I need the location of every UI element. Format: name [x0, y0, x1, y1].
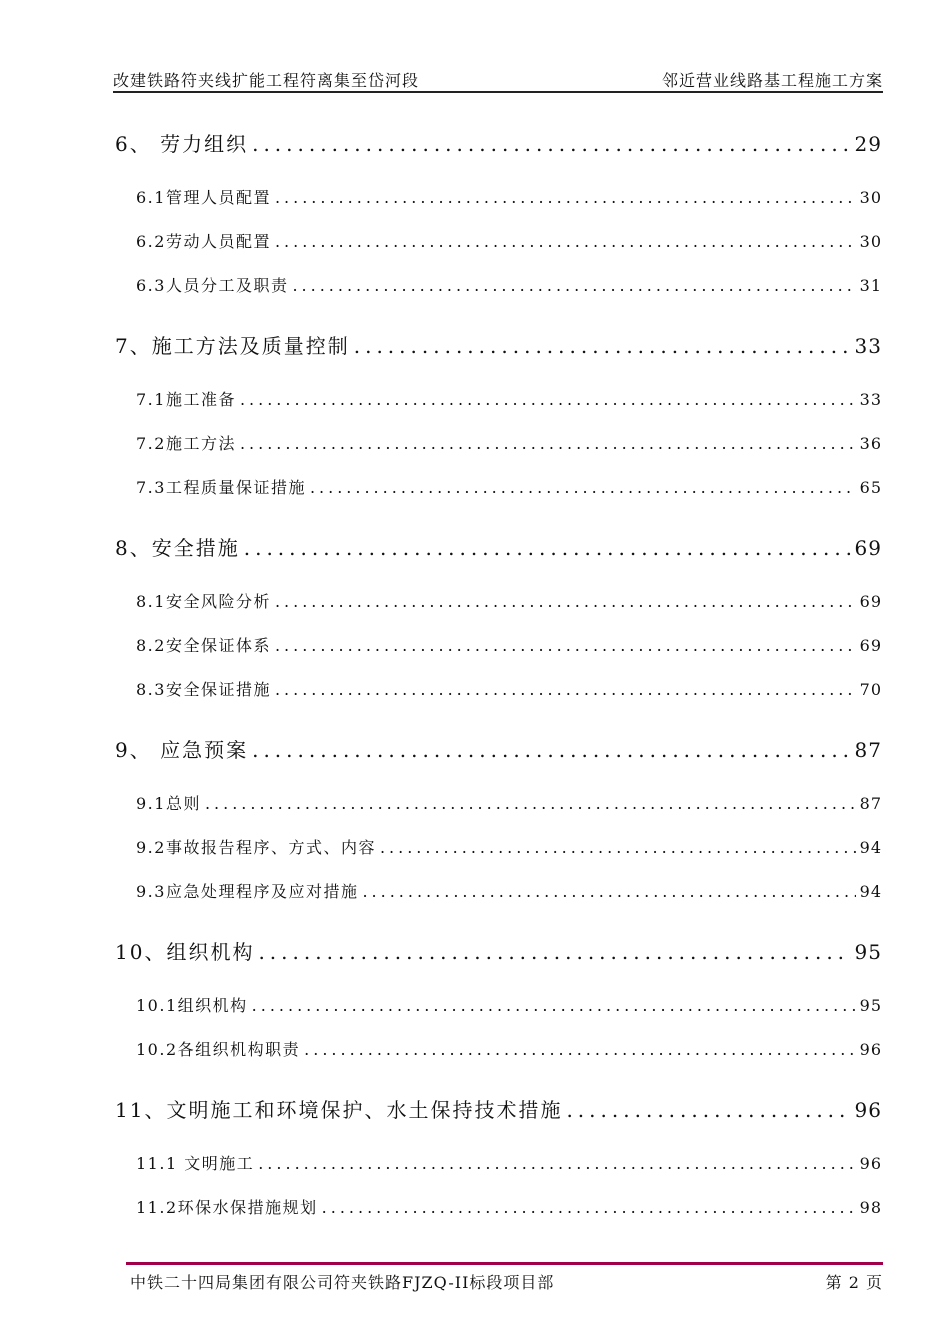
toc-entry-title: 7.2施工方法: [136, 434, 236, 453]
toc-section-entry[interactable]: [136, 185, 882, 208]
footer-organization: 中铁二十四局集团有限公司符夹铁路FJZQ-II标段项目部: [130, 1273, 555, 1292]
toc-section-entry[interactable]: [136, 1037, 882, 1060]
toc-entry-title: 10.2各组织机构职责: [136, 1040, 301, 1059]
toc-dot-leader: [322, 1198, 856, 1217]
toc-dot-leader: [292, 276, 855, 295]
toc-entry-title: 11.2环保水保措施规划: [136, 1198, 318, 1217]
header-document-title: 邻近营业线路基工程施工方案: [661, 71, 883, 90]
toc-section-entry[interactable]: [136, 879, 882, 902]
toc-section-entry[interactable]: [136, 1195, 882, 1218]
footer-rule: [126, 1262, 883, 1265]
toc-entry-page-number: 95: [859, 996, 882, 1015]
toc-entry-title: 7.1施工准备: [136, 390, 236, 409]
toc-entry-page-number: 65: [859, 478, 882, 497]
toc-entry-page-number: 29: [854, 132, 882, 156]
toc-entry-title: 9.1总则: [136, 794, 201, 813]
toc-entry-page-number: 33: [854, 334, 882, 358]
toc-chapter-entry[interactable]: [115, 532, 882, 561]
toc-entry-title: 8.2安全保证体系: [136, 636, 271, 655]
toc-chapter-entry[interactable]: [115, 936, 882, 965]
toc-entry-title: 11、文明施工和环境保护、水土保持技术措施: [115, 1098, 563, 1122]
toc-dot-leader: [275, 232, 856, 251]
page-footer: [130, 1270, 883, 1292]
toc-entry-title: 9、 应急预案: [115, 738, 249, 762]
toc-entry-page-number: 96: [859, 1040, 882, 1059]
toc-dot-leader: [362, 882, 855, 901]
toc-entry-page-number: 95: [854, 940, 882, 964]
toc-chapter-entry[interactable]: [115, 330, 882, 359]
toc-section-entry[interactable]: [136, 1151, 882, 1174]
toc-dot-leader: [205, 794, 856, 813]
toc-entry-page-number: 30: [859, 188, 882, 207]
toc-section-entry[interactable]: [136, 431, 882, 454]
toc-dot-leader: [275, 188, 856, 207]
header-rule: [113, 91, 883, 93]
toc-entry-title: 9.2事故报告程序、方式、内容: [136, 838, 376, 857]
toc-dot-leader: [252, 132, 850, 156]
toc-dot-leader: [252, 738, 850, 762]
toc-chapter-entry[interactable]: [115, 1094, 882, 1123]
toc-dot-leader: [275, 636, 856, 655]
toc-entry-page-number: 69: [854, 536, 882, 560]
toc-entry-title: 6.1管理人员配置: [136, 188, 271, 207]
toc-entry-title: 8.1安全风险分析: [136, 592, 271, 611]
toc-entry-page-number: 98: [859, 1198, 882, 1217]
toc-dot-leader: [310, 478, 856, 497]
toc-section-entry[interactable]: [136, 475, 882, 498]
toc-entry-title: 8.3安全保证措施: [136, 680, 271, 699]
toc-entry-title: 8、安全措施: [115, 536, 240, 560]
toc-section-entry[interactable]: [136, 589, 882, 612]
toc-entry-title: 6、 劳力组织: [115, 132, 249, 156]
toc-chapter-entry[interactable]: [115, 128, 882, 157]
toc-dot-leader: [240, 390, 856, 409]
toc-section-entry[interactable]: [136, 791, 882, 814]
toc-entry-title: 10、组织机构: [115, 940, 255, 964]
header-project-title: 改建铁路符夹线扩能工程符离集至岱河段: [113, 71, 420, 90]
toc-entry-title: 6.3人员分工及职责: [136, 276, 289, 295]
toc-dot-leader: [244, 536, 851, 560]
toc-entry-page-number: 69: [859, 636, 882, 655]
toc-entry-title: 11.1 文明施工: [136, 1154, 255, 1173]
toc-dot-leader: [354, 334, 851, 358]
toc-entry-title: 10.1组织机构: [136, 996, 248, 1015]
toc-entry-page-number: 96: [854, 1098, 882, 1122]
toc-section-entry[interactable]: [136, 229, 882, 252]
toc-section-entry[interactable]: [136, 387, 882, 410]
toc-dot-leader: [566, 1098, 850, 1122]
toc-entry-page-number: 94: [859, 882, 882, 901]
toc-section-entry[interactable]: [136, 633, 882, 656]
toc-entry-page-number: 33: [859, 390, 882, 409]
footer-page-number: 第 2 页: [825, 1273, 883, 1292]
toc-section-entry[interactable]: [136, 993, 882, 1016]
toc-section-entry[interactable]: [136, 677, 882, 700]
toc-dot-leader: [252, 996, 856, 1015]
toc-entry-page-number: 31: [859, 276, 882, 295]
toc-dot-leader: [304, 1040, 856, 1059]
toc-dot-leader: [258, 940, 850, 964]
toc-entry-page-number: 96: [859, 1154, 882, 1173]
toc-entry-title: 9.3应急处理程序及应对措施: [136, 882, 359, 901]
toc-entry-page-number: 87: [859, 794, 882, 813]
toc-entry-page-number: 36: [859, 434, 882, 453]
toc-dot-leader: [275, 680, 856, 699]
page-header: [113, 68, 883, 90]
toc-entry-page-number: 94: [859, 838, 882, 857]
toc-entry-page-number: 69: [859, 592, 882, 611]
toc-entry-page-number: 70: [859, 680, 882, 699]
toc-entry-page-number: 87: [854, 738, 882, 762]
toc-dot-leader: [258, 1154, 855, 1173]
toc-entry-page-number: 30: [859, 232, 882, 251]
toc-chapter-entry[interactable]: [115, 734, 882, 763]
toc-dot-leader: [240, 434, 856, 453]
toc-dot-leader: [380, 838, 856, 857]
toc-section-entry[interactable]: [136, 835, 882, 858]
toc-entry-title: 7.3工程质量保证措施: [136, 478, 306, 497]
toc-entry-title: 7、施工方法及质量控制: [115, 334, 350, 358]
toc-section-entry[interactable]: [136, 273, 882, 296]
toc-entry-title: 6.2劳动人员配置: [136, 232, 271, 251]
toc-dot-leader: [275, 592, 856, 611]
